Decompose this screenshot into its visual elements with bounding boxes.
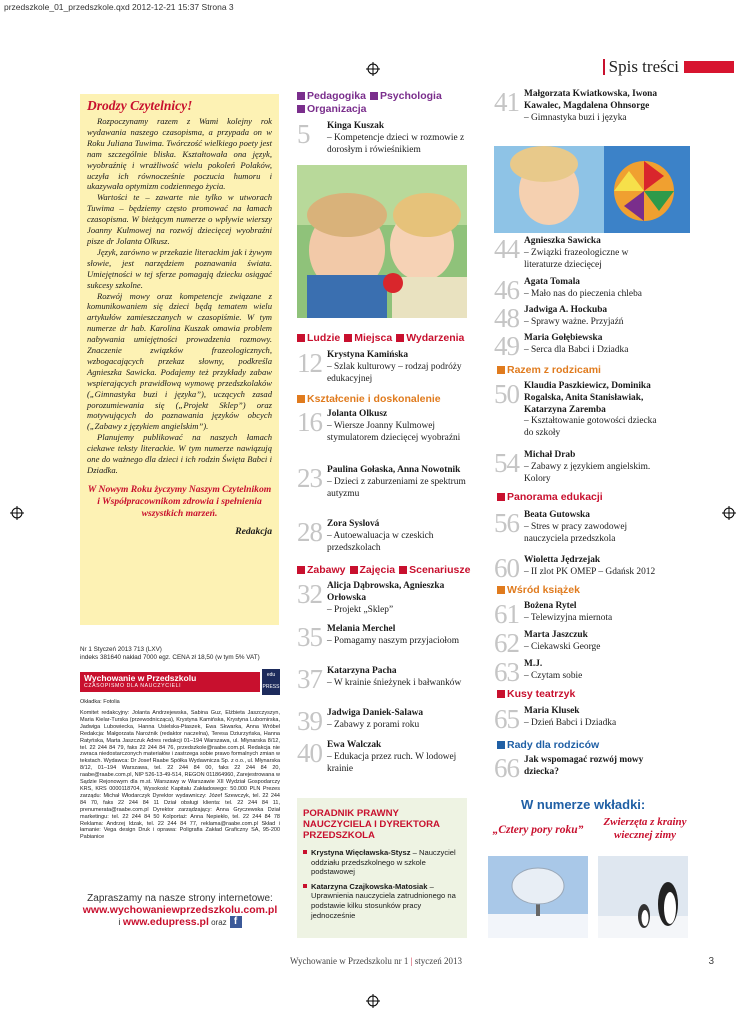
cover-credit: Okładka: Fotolia xyxy=(80,699,120,705)
section-razem xyxy=(497,364,601,376)
editorial-paragraph: Planujemy publikować na naszych łamach ciekawe teksty literackie. W tym numerze nawiązują one do ważnego dla dzieci i ich rodzin Święta Babci i Dziadka. xyxy=(87,432,272,475)
registration-mark-icon xyxy=(366,994,380,1008)
issue-price-line: indeks 381640 nakład 7000 egz. CENA zł 18,50 (w tym 5% VAT) xyxy=(80,654,260,661)
entry-title: – Dzień Babci i Dziadka xyxy=(524,717,617,728)
entry-title: – Kompetencje dzieci w rozmowie z dorosłym i rówieśnikiem xyxy=(327,132,465,155)
entry-title: – Zabawy z językiem angielskim. Kolory xyxy=(524,461,651,484)
website-link[interactable]: www.wychowaniewprzedszkolu.com.pl xyxy=(82,904,278,916)
section-label: Panorama edukacji xyxy=(507,491,603,503)
legal-guide-box xyxy=(297,798,467,938)
page-ref-number: 35 xyxy=(297,622,322,652)
section-label: Zajęcia xyxy=(359,564,396,576)
section-label: Miejsca xyxy=(354,332,393,344)
entry-text xyxy=(524,333,664,357)
entry-title: – Związki frazeologiczne w literaturze dziecięcej xyxy=(524,247,629,270)
entry-title: – Pomagamy naszym przyjaciołom xyxy=(327,635,460,646)
insert-title: „Cztery pory roku” xyxy=(492,824,584,836)
entry-text xyxy=(524,755,664,779)
invite-and: i xyxy=(118,917,123,927)
registration-mark-icon xyxy=(366,62,380,76)
page-ref-number: 12 xyxy=(297,348,322,378)
entry-text xyxy=(524,450,664,485)
legal-guide-item: Krystyna Więcławska-Stysz – Nauczyciel oddziału przedszkolnego w szkole podstawowej xyxy=(297,845,467,879)
insert-title: Zwierzęta z krainy wiecznej zimy xyxy=(603,816,687,841)
entry-text xyxy=(327,465,467,500)
footer-publication: Wychowanie w Przedszkolu nr 1 xyxy=(290,956,409,966)
page-ref-number: 28 xyxy=(297,517,322,547)
page-number: 3 xyxy=(708,956,714,967)
entry-text xyxy=(524,630,664,654)
section-label: Psychologia xyxy=(379,90,442,102)
section-pedagogika xyxy=(297,90,442,102)
entry-title: – Edukacja przez ruch. W lodowej krainie xyxy=(327,751,457,774)
section-ksiazki xyxy=(497,584,580,596)
winter-tree-photo xyxy=(488,856,588,938)
footer-separator: | xyxy=(410,956,413,966)
toc-header xyxy=(603,57,734,77)
page-ref-number: 65 xyxy=(494,704,519,734)
invite-text: Zapraszamy na nasze strony internetowe: xyxy=(87,893,273,904)
section-label: Kusy teatrzyk xyxy=(507,688,576,700)
entry-title: – Szlak kulturowy – rodzaj podróży edukacyjnej xyxy=(327,361,462,384)
entry-text xyxy=(327,708,467,732)
page-ref-number: 23 xyxy=(297,463,322,493)
section-rady xyxy=(497,739,599,751)
header-bar xyxy=(603,59,605,75)
header-red-block xyxy=(684,61,734,73)
section-ksztalcenie xyxy=(297,393,441,405)
section-organizacja xyxy=(297,103,367,115)
entry-title: – W krainie śnieżynek i bałwanków xyxy=(327,677,462,688)
entry-text xyxy=(524,706,664,730)
entry-title: – Sprawy ważne. Przyjaźń xyxy=(524,316,624,327)
entry-title: – Wiersze Joanny Kulmowej stymulatorem dziecięcej wyobraźni xyxy=(327,420,461,443)
entry-author: Małgorzata Kwiatkowska, Iwona Kawalec, Magdalena Ohnsorge xyxy=(524,89,658,111)
section-label: Ludzie xyxy=(307,332,341,344)
entry-author: Maria Klusek xyxy=(524,706,580,716)
entry-title: – Czytam sobie xyxy=(524,670,583,681)
page-ref-number: 63 xyxy=(494,657,519,687)
file-slug: przedszkole_01_przedszkole.qxd 2012-12-21 15:37 Strona 3 xyxy=(4,2,234,12)
child-pinwheel-photo xyxy=(494,146,690,233)
entry-text xyxy=(524,601,664,625)
penguins-photo xyxy=(598,856,688,938)
entry-text xyxy=(327,581,467,616)
section-label: Rady dla rodziców xyxy=(507,739,600,751)
entry-text xyxy=(524,305,664,329)
entry-title: – Serca dla Babci i Dziadka xyxy=(524,344,629,355)
page-ref-number: 44 xyxy=(494,234,519,264)
entry-title: – Projekt „Sklep” xyxy=(327,604,394,615)
page-ref-number: 46 xyxy=(494,275,519,305)
entry-author: Michał Drab xyxy=(524,450,576,460)
page-ref-number: 66 xyxy=(494,753,519,783)
entry-author: Melania Merchel xyxy=(327,624,396,634)
section-label: Scenariusze xyxy=(409,564,471,576)
registration-mark-icon xyxy=(722,506,736,520)
page-footer xyxy=(290,956,462,966)
entry-author: Marta Jaszczuk xyxy=(524,630,588,640)
entry-text xyxy=(327,409,467,444)
page-ref-number: 40 xyxy=(297,738,322,768)
page-ref-number: 5 xyxy=(297,119,310,149)
editorial-paragraph: Język, zarówno w przekazie literackim jak i żywym słowie, jest narzędziem poznawania świata. Umiejętności w tej sferze pomagają dziecku osiągać sukcesy szkolne. xyxy=(87,246,272,290)
page-ref-number: 41 xyxy=(494,87,519,117)
entry-text xyxy=(524,89,664,124)
entry-text xyxy=(327,666,467,690)
publication-logo xyxy=(80,672,260,692)
entry-author: Kinga Kuszak xyxy=(327,121,385,131)
entry-author: Bożena Rytel xyxy=(524,601,577,611)
section-ludzie xyxy=(297,332,464,344)
entry-title: – II zlot PK OMEP – Gdańsk 2012 xyxy=(524,566,656,577)
entry-author: Krystyna Kamińska xyxy=(327,350,409,360)
entry-title: – Ciekawski George xyxy=(524,641,601,652)
entry-title: – Mało nas do pieczenia chleba xyxy=(524,288,642,299)
entry-text xyxy=(524,381,664,440)
entry-author: Alicja Dąbrowska, Agnieszka Orłowska xyxy=(327,581,445,603)
entry-title: – Stres w pracy zawodowej nauczyciela przedszkola xyxy=(524,521,628,544)
section-label: Wydarzenia xyxy=(406,332,465,344)
section-label: Razem z rodzicami xyxy=(507,364,601,376)
page-ref-number: 39 xyxy=(297,706,322,736)
entry-author: Zora Syslová xyxy=(327,519,380,529)
editorial-box xyxy=(80,94,279,625)
website-invite xyxy=(80,893,280,928)
publication-tagline: CZASOPISMO DLA NAUCZYCIELI xyxy=(84,683,182,689)
section-label: Kształcenie i doskonalenie xyxy=(307,393,441,405)
page-ref-number: 37 xyxy=(297,664,322,694)
entry-author: Ewa Walczak xyxy=(327,740,382,750)
entry-title: – Autoewaluacja w czeskich przedszkolach xyxy=(327,530,434,553)
issue-line: Nr 1 Styczeń 2013 713 (LXV) xyxy=(80,646,162,653)
editorial-title: Drodzy Czytelnicy! xyxy=(87,98,193,113)
entry-title: – Kształtowanie gotowości dziecka do szkoły xyxy=(524,416,657,439)
entry-author: Beata Gutowska xyxy=(524,510,590,520)
entry-text xyxy=(524,510,664,545)
legal-guide-title: PORADNIK PRAWNY NAUCZYCIELA I DYREKTORA PRZEDSZKOLA xyxy=(297,798,467,845)
entry-author: Jadwiga A. Hockuba xyxy=(524,305,608,315)
footer-date: styczeń 2013 xyxy=(414,956,462,966)
entry-author: Agnieszka Sawicka xyxy=(524,236,601,246)
issue-info xyxy=(80,646,280,662)
section-label: Organizacja xyxy=(307,103,367,115)
page-ref-number: 54 xyxy=(494,448,519,478)
section-label: Zabawy xyxy=(307,564,346,576)
page-ref-number: 49 xyxy=(494,331,519,361)
page-ref-number: 61 xyxy=(494,599,519,629)
entry-text xyxy=(327,350,467,385)
entry-title: – Dzieci z zaburzeniami ze spektrum autyzmu xyxy=(327,476,466,499)
page-ref-number: 48 xyxy=(494,303,519,333)
publication-name: Wychowanie w Przedszkolu xyxy=(84,673,197,683)
page-ref-number: 32 xyxy=(297,579,322,609)
entry-title: – Telewizyjna miernota xyxy=(524,612,613,623)
section-label: Pedagogika xyxy=(307,90,366,102)
entry-text xyxy=(524,277,664,301)
page-ref-number: 62 xyxy=(494,628,519,658)
section-teatrzyk xyxy=(497,688,575,700)
editorial-wish: W Nowym Roku życzymy Naszym Czytelnikom i Współpracownikom zdrowia i spełnienia wszystkich marzeń. xyxy=(87,483,272,519)
editorial-paragraph: Rozwój mowy oraz kompetencje związane z komunikowaniem się dzieci będą tematem wielu artykułów zamieszczanych w czasopiśmie. W tym numerze dr hab. Karolina Kuszak omawia problem nabywania umiejętności prowadzenia rozmowy. Znaczenie związków frazeologicznych, wzbogacających przekaz słowny, podkreśla Agnieszka Sawicka. Podajemy też przykłady zabaw wspierających prawidłową wymowę przedszkolaków („Gimnastyka buzi i języka”), uczących zasad porozumiewania się („Projekt Sklep”) oraz motywujących do poznawania języków obcych („Zabawy z językiem angielskim”). xyxy=(87,290,272,432)
entry-text xyxy=(327,624,467,648)
entry-author: Klaudia Paszkiewicz, Dominika Rogalska, Anita Stanisławiak, Katarzyna Zaremba xyxy=(524,381,651,415)
entry-author: Jolanta Olkusz xyxy=(327,409,388,419)
editorial-signature: Redakcja xyxy=(235,525,272,537)
entry-text xyxy=(524,659,664,683)
invite-or: oraz xyxy=(208,918,227,927)
registration-mark-icon xyxy=(10,506,24,520)
entry-author: Agata Tomala xyxy=(524,277,580,287)
toc-title: Spis treści xyxy=(608,57,679,76)
page-ref-number: 60 xyxy=(494,553,519,583)
staff-imprint: Komitet redakcyjny: Jolanta Andrzejewska, Sabina Guz, Elżbieta Jaszczyszyn, Maria Kielar-Turska (przewodnicząca), Krystyna Kamińska, Krystyna Lubomirska, Jadwiga Lubowiecka, Hanna Usielska-Ptaszek, Ewa Skwarka, Anna Wróbel Redakcja: Małgorzata Narożnik (redaktor naczelna), Teresa Dziurzyńska, Hanna Ratyńska, Marta Jaszczuk Adres redakcji 01–194 Warszawa, ul. Młynarska 8/12, tel. 22 244 84 79, faks 22 244 84 76, przedszkole@raabe.com.pl. Redakcja nie zwraca niedostarczonych materiałów i zastrzega sobie prawo formalnych zmian w tekstach. Wydawca: Dr Josef Raabe Spółka Wydawnicza Sp. z o.o., ul. Młynarska 8/12, 01–194 Warszawa, tel. 22 244 84 00, faks 22 244 84 20, raabe@raabe.com.pl, NIP 526-13-49-514, REGON 011864960, Zarejestrowana w Sądzie Rejonowym dla m.st. Warszawy w Warszawie XII Wydział Gospodarczy KRS, KRS 0000118704, Wysokość Kapitału Zakładowego: 50.000 PLN Prezes zarządu: Michał Włodarczyk Dyrektor wydawniczy: Józef Szewczyk, tel. 22 244 84 70, faks 22 244 84 11 Dział obsługi klienta: tel. 22 244 84 11, prenumerata@raabe.com.pl Dyrektor zarządzający: Anna Gryczewska Dział marketingu: tel. 22 244 84 50 Kolportaż: Anna Nepiekło, tel. 22 244 84 78 Reklama: Andrzej Idzak, tel. 22 244 84 77, reklama@raabe.com.pl Skład i łamanie: Vega design Druk i oprawa: Poligrafia Zakład Graficzny SA, 95-200 Pabianice xyxy=(80,710,280,841)
page-ref-number: 16 xyxy=(297,407,322,437)
entry-text xyxy=(327,121,467,156)
entry-title: – Gimnastyka buzi i języka xyxy=(524,112,627,123)
editorial-paragraph: Wartości te – zawarte nie tylko w utworach Tuwima – będziemy często promować na łamach czasopisma. W bieżącym numerze o wpływie wierszy Joanny Kulmowej na rozwój dziecięcej wyobraźni pisze dr Jolanta Olkusz. xyxy=(87,192,272,246)
entry-text xyxy=(524,555,664,579)
section-label: Wśród książek xyxy=(507,584,580,596)
entry-text xyxy=(327,740,467,775)
page-ref-number: 50 xyxy=(494,379,519,409)
entry-text xyxy=(327,519,467,554)
section-zabawy xyxy=(297,564,470,576)
facebook-icon[interactable]: f xyxy=(230,916,242,928)
entry-author: M.J. xyxy=(524,659,543,669)
editorial-paragraph: Rozpoczynamy razem z Wami kolejny rok wydawania naszego czasopisma, a przypada on w Roku Juliana Tuwima. Twórczość wielkiego poety jest nam szczególnie bliska. Kształtowała ona język, wyobraźnię i wrażliwość wielu pokoleń Polaków, uczyła ich równocześnie poczucia humoru i ukazywała optymizm codziennego życia. xyxy=(87,116,272,192)
entry-author: Maria Gołębiewska xyxy=(524,333,603,343)
entry-text xyxy=(524,236,664,271)
entry-author: Paulina Gołaska, Anna Nowotnik xyxy=(327,465,461,475)
children-photo xyxy=(297,165,467,318)
entry-title: – Zabawy z porami roku xyxy=(327,719,420,730)
entry-title: Jak wspomagać rozwój mowy dziecka? xyxy=(524,755,644,777)
page-ref-number: 56 xyxy=(494,508,519,538)
inserts-title: W numerze wkładki: xyxy=(521,797,646,812)
entry-author: Katarzyna Pacha xyxy=(327,666,397,676)
legal-guide-item: Katarzyna Czajkowska-Matosiak – Uprawnienia nauczyciela zatrudnionego na podstawie kilku stosunków pracy jednocześnie xyxy=(297,879,467,922)
edupress-logo: edu PRESS xyxy=(262,669,280,695)
section-panorama xyxy=(497,491,603,503)
entry-author: Wioletta Jędrzejak xyxy=(524,555,601,565)
edupress-link[interactable]: www.edupress.pl xyxy=(122,916,209,928)
entry-author: Jadwiga Daniek-Salawa xyxy=(327,708,424,718)
